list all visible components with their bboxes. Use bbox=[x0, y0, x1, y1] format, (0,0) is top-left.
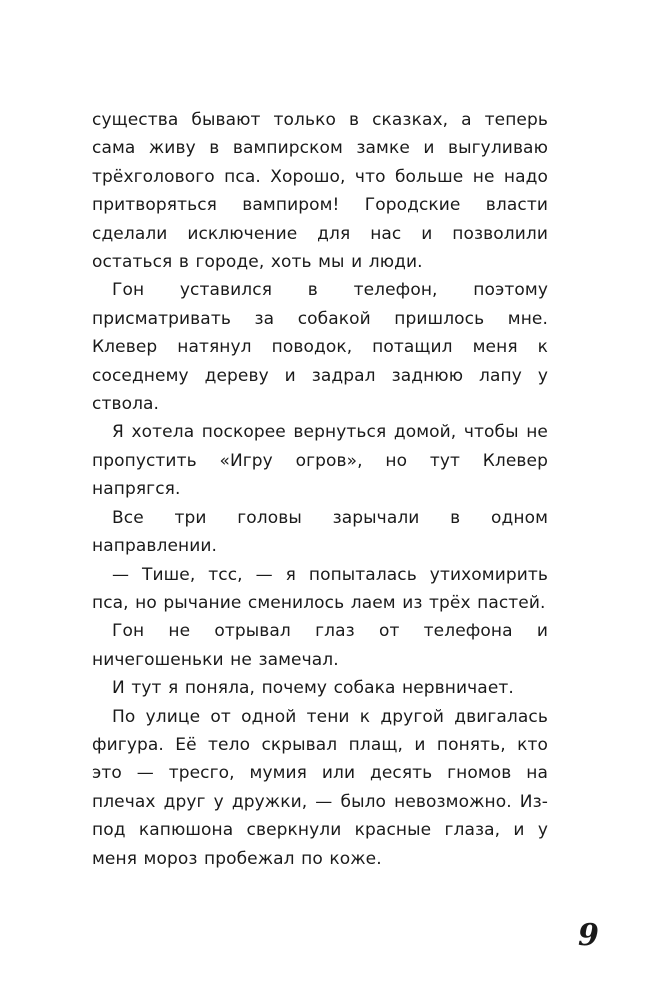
body-text bbox=[92, 106, 548, 873]
paragraph: существа бывают только в сказках, а теперь сама живу в вампирском замке и выгуливаю трёхголового пса. Хорошо, что больше не надо притворяться вампиром! Городские власти сделали исключение для нас и позволили остаться в городе, хоть мы и люди. bbox=[92, 110, 548, 273]
paragraph: Гон не отрывал глаз от телефона и ничегошеньки не замечал. bbox=[92, 621, 548, 670]
paragraph: И тут я поняла, почему собака нервничает. bbox=[112, 678, 514, 699]
paragraph: Гон уставился в телефон, поэтому присматривать за собакой пришлось мне. Клевер натянул поводок, потащил меня к соседнему дереву и задрал заднюю лапу у ствола. bbox=[92, 280, 548, 415]
paragraph: По улице от одной тени к другой двигалась фигура. Её тело скрывал плащ, и понять, кто это — тресго, мумия или десять гномов на плечах друг у дружки, — было невозможно. Из-под капюшона сверкнули красные глаза, и у меня мороз пробежал по коже. bbox=[92, 706, 548, 869]
paragraph: Я хотела поскорее вернуться домой, чтобы не пропустить «Игру огров», но тут Клевер напрягся. bbox=[92, 422, 548, 500]
page-number: 9 bbox=[578, 918, 599, 953]
paragraph: — Тише, тсс, — я попыталась утихомирить пса, но рычание сменилось лаем из трёх пастей. bbox=[92, 564, 548, 613]
paragraph: Все три головы зарычали в одном направлении. bbox=[92, 507, 548, 557]
